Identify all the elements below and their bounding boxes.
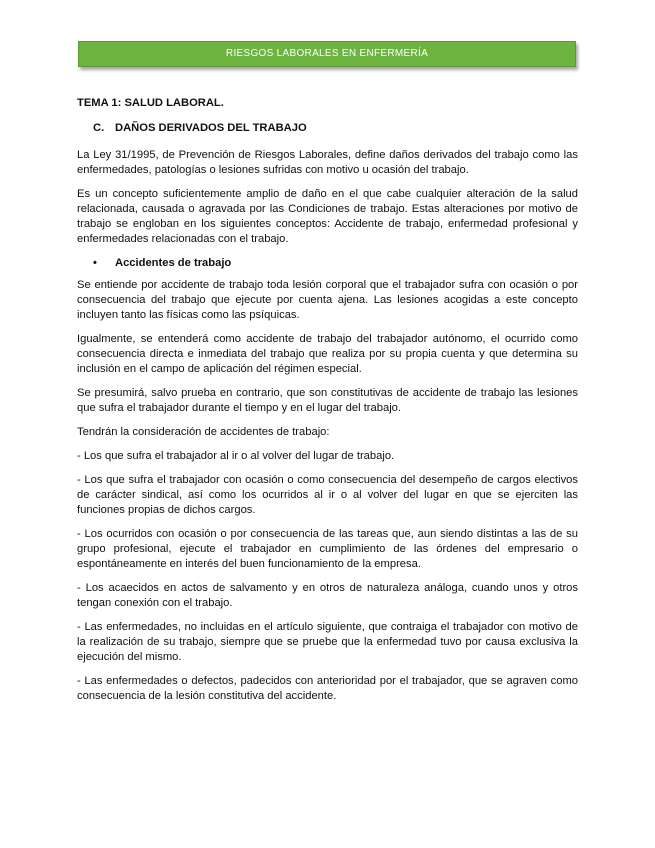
section-title: DAÑOS DERIVADOS DEL TRABAJO: [115, 122, 307, 134]
bullet-icon: •: [93, 257, 97, 269]
list-item: - Los que sufra el trabajador al ir o al volver del lugar de trabajo.: [77, 450, 395, 462]
list-item: - Las enfermedades o defectos, padecidos con anterioridad por el trabajador, que se agraven como consecuencia de la lesión constitutiva del accidente.: [77, 675, 578, 702]
bullet-label: Accidentes de trabajo: [115, 257, 232, 269]
section-heading: [93, 121, 578, 136]
page-header-bar: [78, 41, 576, 67]
paragraph: Se presumirá, salvo prueba en contrario, que son constitutivas de accidente de trabajo las lesiones que sufra el trabajador durante el tiempo y en el lugar del trabajo.: [77, 387, 578, 414]
section-letter: C.: [93, 122, 105, 134]
document-body: [77, 96, 578, 713]
paragraph: Igualmente, se entenderá como accidente de trabajo del trabajador autónomo, el ocurrido como consecuencia directa e inmediata del trabajo que realiza por su propia cuenta y que determina su inclusión en el campo de aplicación del régimen especial.: [77, 333, 578, 375]
list-item: - Los ocurridos con ocasión o por consecuencia de las tareas que, aun siendo distintas a las de su grupo profesional, ejecute el trabajador en cumplimiento de las órdenes del empresario o espontáneamente en interés del buen funcionamiento de la empresa.: [77, 528, 578, 570]
paragraph: Se entiende por accidente de trabajo toda lesión corporal que el trabajador sufra con ocasión o por consecuencia del trabajo que ejecute por cuenta ajena. Las lesiones acogidas a este concepto incluyen tanto las físicas como las psíquicas.: [77, 279, 578, 321]
tema-title: TEMA 1: SALUD LABORAL.: [77, 97, 224, 109]
list-item: - Los acaecidos en actos de salvamento y en otros de naturaleza análoga, cuando unos y otros tengan conexión con el trabajo.: [77, 582, 578, 609]
list-item: - Los que sufra el trabajador con ocasión o como consecuencia del desempeño de cargos electivos de carácter sindical, así como los ocurridos al ir o al volver del lugar en que se ejerciten las funciones propias de dichos cargos.: [77, 474, 578, 516]
paragraph: Tendrán la consideración de accidentes de trabajo:: [77, 426, 330, 438]
paragraph: Es un concepto suficientemente amplio de daño en el que cabe cualquier alteración de la salud relacionada, causada o agravada por las Condiciones de trabajo. Estas alteraciones por motivo de trabajo se engloban en los siguientes conceptos: Accidente de trabajo, enfermedad profesional y enfermedades relacionadas con el trabajo.: [77, 188, 578, 245]
bullet-heading: [93, 256, 578, 271]
list-item: - Las enfermedades, no incluidas en el artículo siguiente, que contraiga el trabajador con motivo de la realización de su trabajo, siempre que se pruebe que la enfermedad tuvo por causa exclusiva la ejecución del mismo.: [77, 621, 578, 663]
header-title: RIESGOS LABORALES EN ENFERMERÍA: [225, 48, 429, 59]
paragraph: La Ley 31/1995, de Prevención de Riesgos Laborales, define daños derivados del trabajo como las enfermedades, patologías o lesiones sufridas con motivo u ocasión del trabajo.: [77, 149, 578, 176]
